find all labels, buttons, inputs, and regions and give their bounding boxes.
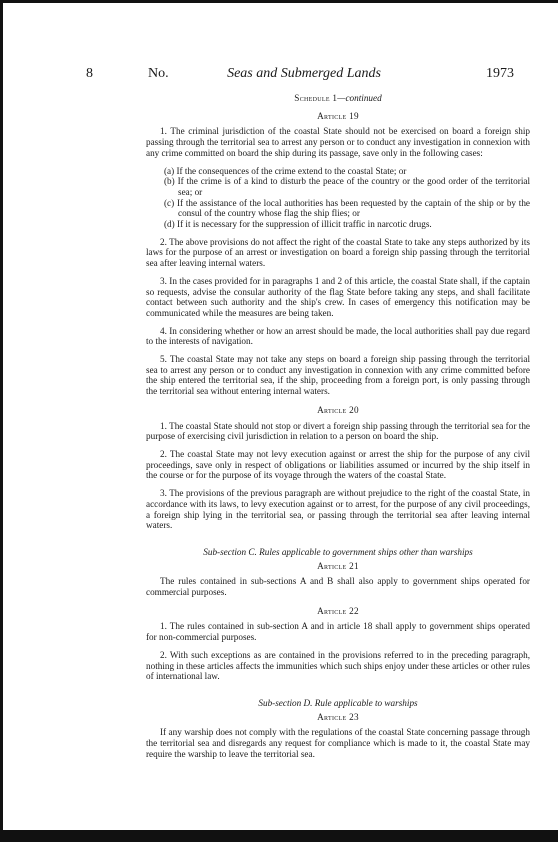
- article-22-para-2: 2. With such exceptions as are contained in the provisions referred to in the preceding paragraph, nothing in these articles affects the immunities which such ships enjoy under these articles or other rules of international law.: [146, 649, 530, 682]
- running-title: Seas and Submerged Lands: [227, 66, 381, 81]
- article-21-heading: Article 21: [317, 560, 359, 571]
- article-21-para-1: The rules contained in sub-sections A and B shall also apply to government ships operated for commercial purposes.: [146, 576, 530, 598]
- article-23-para-1: If any warship does not comply with the regulations of the coastal State concerning passage through the territorial sea and disregards any request for compliance which is made to it, the coastal State may require the warship to leave the territorial sea.: [146, 727, 530, 759]
- act-number-label: No.: [148, 66, 169, 81]
- list-item: (d) If it is necessary for the suppression of illicit traffic in narcotic drugs.: [164, 219, 432, 230]
- list-item: (a) If the consequences of the crime extend to the coastal State; or: [164, 165, 407, 176]
- act-year: 1973: [486, 66, 514, 81]
- page-header: [86, 65, 514, 83]
- article-19-para-2: 2. The above provisions do not affect the right of the coastal State to take any steps authorized by its laws for the purpose of an arrest or investigation on board a foreign ship passing through the territorial sea after leaving internal waters.: [146, 236, 530, 269]
- subsection-c-heading: Sub-section C. Rules applicable to government ships other than warships: [203, 546, 473, 557]
- article-22-para-1: 1. The rules contained in sub-section A and in article 18 shall apply to government ships operated for non-commercial purposes.: [146, 621, 530, 643]
- list-item: (b) If the crime is of a kind to disturb the peace of the country or the good order of the territorial sea; or: [164, 176, 530, 197]
- article-19-para-3: 3. In the cases provided for in paragraphs 1 and 2 of this article, the coastal State shall, if the captain so requests, advise the consular authority of the flag State before taking any steps, and shall facilitate contact between such authority and the ship's crew. In cases of emergency this notification may be communicated while the measures are being taken.: [146, 275, 530, 318]
- article-20-para-3: 3. The provisions of the previous paragraph are without prejudice to the right of the coastal State, in accordance with its laws, to levy execution against or to arrest, for the purpose of any civil proceedings, a foreign ship lying in the territorial sea, or passing through the territorial sea after leaving internal waters.: [146, 488, 530, 531]
- article-20-para-2: 2. The coastal State may not levy execution against or arrest the ship for the purpose of any civil proceedings, save only in respect of obligations or liabilities assumed or incurred by the ship itself in the course or for the purpose of its voyage through the waters of the coastal State.: [146, 448, 530, 481]
- article-22-heading: Article 22: [317, 605, 359, 616]
- article-19-cases-list: [146, 166, 530, 230]
- article-20-para-1: 1. The coastal State should not stop or divert a foreign ship passing through the territorial sea for the purpose of exercising civil jurisdiction in relation to a person on board the ship.: [146, 420, 530, 442]
- subsection-d-heading: Sub-section D. Rule applicable to warships: [258, 697, 418, 708]
- page-body: [146, 93, 530, 766]
- article-19-para-4: 4. In considering whether or how an arrest should be made, the local authorities shall pay due regard to the interests of navigation.: [146, 325, 530, 347]
- list-item: (c) If the assistance of the local authorities has been requested by the captain of the ship or by the consul of the country whose flag the ship flies; or: [164, 197, 530, 219]
- article-19-para-5: 5. The coastal State may not take any steps on board a foreign ship passing through the territorial sea to arrest any person or to conduct any investigation in connexion with any crime committed before the ship entered the territorial sea, if the ship, proceeding from a foreign port, is only passing through the territorial sea without entering internal waters.: [146, 354, 530, 397]
- article-20-heading: Article 20: [317, 404, 359, 415]
- article-19-heading: Article 19: [317, 110, 359, 121]
- article-19-para-1: 1. The criminal jurisdiction of the coastal State should not be exercised on board a foreign ship passing through the territorial sea to arrest any person or to conduct any investigation in connexion with any crime committed on board the ship during its passage, save only in the following cases:: [146, 126, 530, 158]
- page-number: 8: [86, 66, 93, 81]
- article-23-heading: Article 23: [317, 711, 359, 722]
- schedule-heading: Schedule 1—continued: [294, 93, 382, 103]
